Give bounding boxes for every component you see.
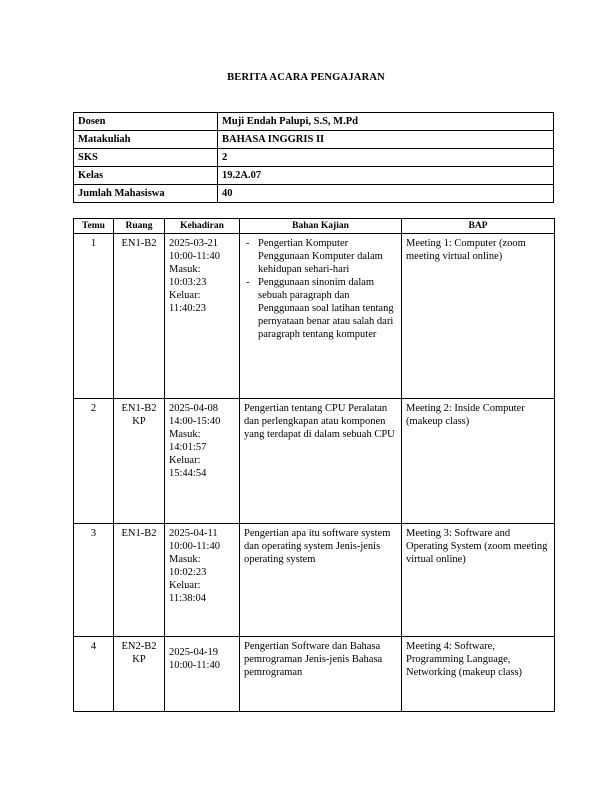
date-text: 2025-04-11 (169, 528, 218, 539)
time-range-text: 10:00-11:40 (169, 541, 220, 552)
bahan-kajian-cell: Pengertian Software dan Bahasa pemrograman Jenis-jenis Bahasa pemrograman (240, 637, 402, 712)
info-row-dosen (74, 113, 554, 131)
ruang-cell: EN2-B2 KP (114, 637, 165, 712)
column-header-kehadiran: Kehadiran (165, 219, 240, 234)
temu-cell: 3 (74, 524, 114, 637)
keluar-time: 11:40:23 (169, 303, 206, 314)
table-row (74, 399, 555, 524)
kehadiran-cell (165, 399, 240, 524)
info-table (73, 112, 554, 203)
ruang-cell: EN1-B2 (114, 234, 165, 399)
bahan-item-text: Penggunaan sinonim dalam sebuah paragraph dan Penggunaan soal latihan tentang pernyataan benar atau salah dari paragraph tentang komputer (258, 277, 394, 340)
info-label: Kelas (74, 167, 218, 185)
date-text: 2025-04-08 (169, 403, 218, 414)
kehadiran-cell (165, 524, 240, 637)
kehadiran-cell (165, 637, 240, 712)
keluar-label: Keluar: (169, 455, 201, 466)
ruang-cell: EN1-B2 (114, 524, 165, 637)
date-text: 2025-03-21 (169, 238, 218, 249)
info-row-sks (74, 149, 554, 167)
table-row (74, 524, 555, 637)
temu-cell: 2 (74, 399, 114, 524)
bap-cell: Meeting 4: Software, Programming Language, Networking (makeup class) (402, 637, 555, 712)
info-label: Matakuliah (74, 131, 218, 149)
info-value: 40 (218, 185, 554, 203)
keluar-label: Keluar: (169, 290, 201, 301)
temu-cell: 4 (74, 637, 114, 712)
masuk-label: Masuk: (169, 554, 201, 565)
kehadiran-cell (165, 234, 240, 399)
info-value: 19.2A.07 (218, 167, 554, 185)
ruang-cell: EN1-B2 KP (114, 399, 165, 524)
table-row (74, 234, 555, 399)
time-range-text: 14:00-15:40 (169, 416, 221, 427)
keluar-time: 11:38:04 (169, 593, 206, 604)
list-item: - Pengertian Komputer Penggunaan Komputer dalam kehidupan sehari-hari (246, 238, 383, 275)
masuk-time: 10:02:23 (169, 567, 207, 578)
info-row-kelas (74, 167, 554, 185)
column-header-ruang: Ruang (114, 219, 165, 234)
table-row (74, 637, 555, 712)
temu-cell: 1 (74, 234, 114, 399)
info-label: Jumlah Mahasiswa (74, 185, 218, 203)
bahan-kajian-cell: Pengertian apa itu software system dan operating system Jenis-jenis operating system (240, 524, 402, 637)
masuk-time: 10:03:23 (169, 277, 207, 288)
date-text: 2025-04-19 (169, 647, 218, 658)
column-header-bap: BAP (402, 219, 555, 234)
column-header-bahan-kajian: Bahan Kajian (240, 219, 402, 234)
time-range-text: 10:00-11:40 (169, 660, 220, 671)
info-value: Muji Endah Palupi, S.S, M.Pd (218, 113, 554, 131)
list-item: - Penggunaan sinonim dalam sebuah paragraph dan Penggunaan soal latihan tentang pernyataan benar atau salah dari paragraph tentang komputer (246, 277, 394, 340)
info-row-jumlah-mahasiswa (74, 185, 554, 203)
masuk-time: 14:01:57 (169, 442, 207, 453)
bap-cell: Meeting 2: Inside Computer (makeup class) (402, 399, 555, 524)
info-value: 2 (218, 149, 554, 167)
bahan-kajian-cell (240, 234, 402, 399)
info-value: BAHASA INGGRIS II (218, 131, 554, 149)
document-title: BERITA ACARA PENGAJARAN (227, 72, 385, 83)
bap-cell: Meeting 1: Computer (zoom meeting virtual online) (402, 234, 555, 399)
info-row-matakuliah (74, 131, 554, 149)
keluar-label: Keluar: (169, 580, 201, 591)
bahan-kajian-cell: Pengertian tentang CPU Peralatan dan perlengkapan atau komponen yang terdapat di dalam sebuah CPU (240, 399, 402, 524)
keluar-time: 15:44:54 (169, 468, 207, 479)
column-header-temu: Temu (74, 219, 114, 234)
bahan-kajian-list (244, 237, 397, 341)
masuk-label: Masuk: (169, 264, 201, 275)
masuk-label: Masuk: (169, 429, 201, 440)
bap-cell: Meeting 3: Software and Operating System (zoom meeting virtual online) (402, 524, 555, 637)
info-label: Dosen (74, 113, 218, 131)
info-label: SKS (74, 149, 218, 167)
table-header-row (74, 219, 555, 234)
bahan-item-text: Pengertian Komputer Penggunaan Komputer dalam kehidupan sehari-hari (258, 238, 383, 275)
time-range-text: 10:00-11:40 (169, 251, 220, 262)
meeting-table (73, 218, 555, 712)
